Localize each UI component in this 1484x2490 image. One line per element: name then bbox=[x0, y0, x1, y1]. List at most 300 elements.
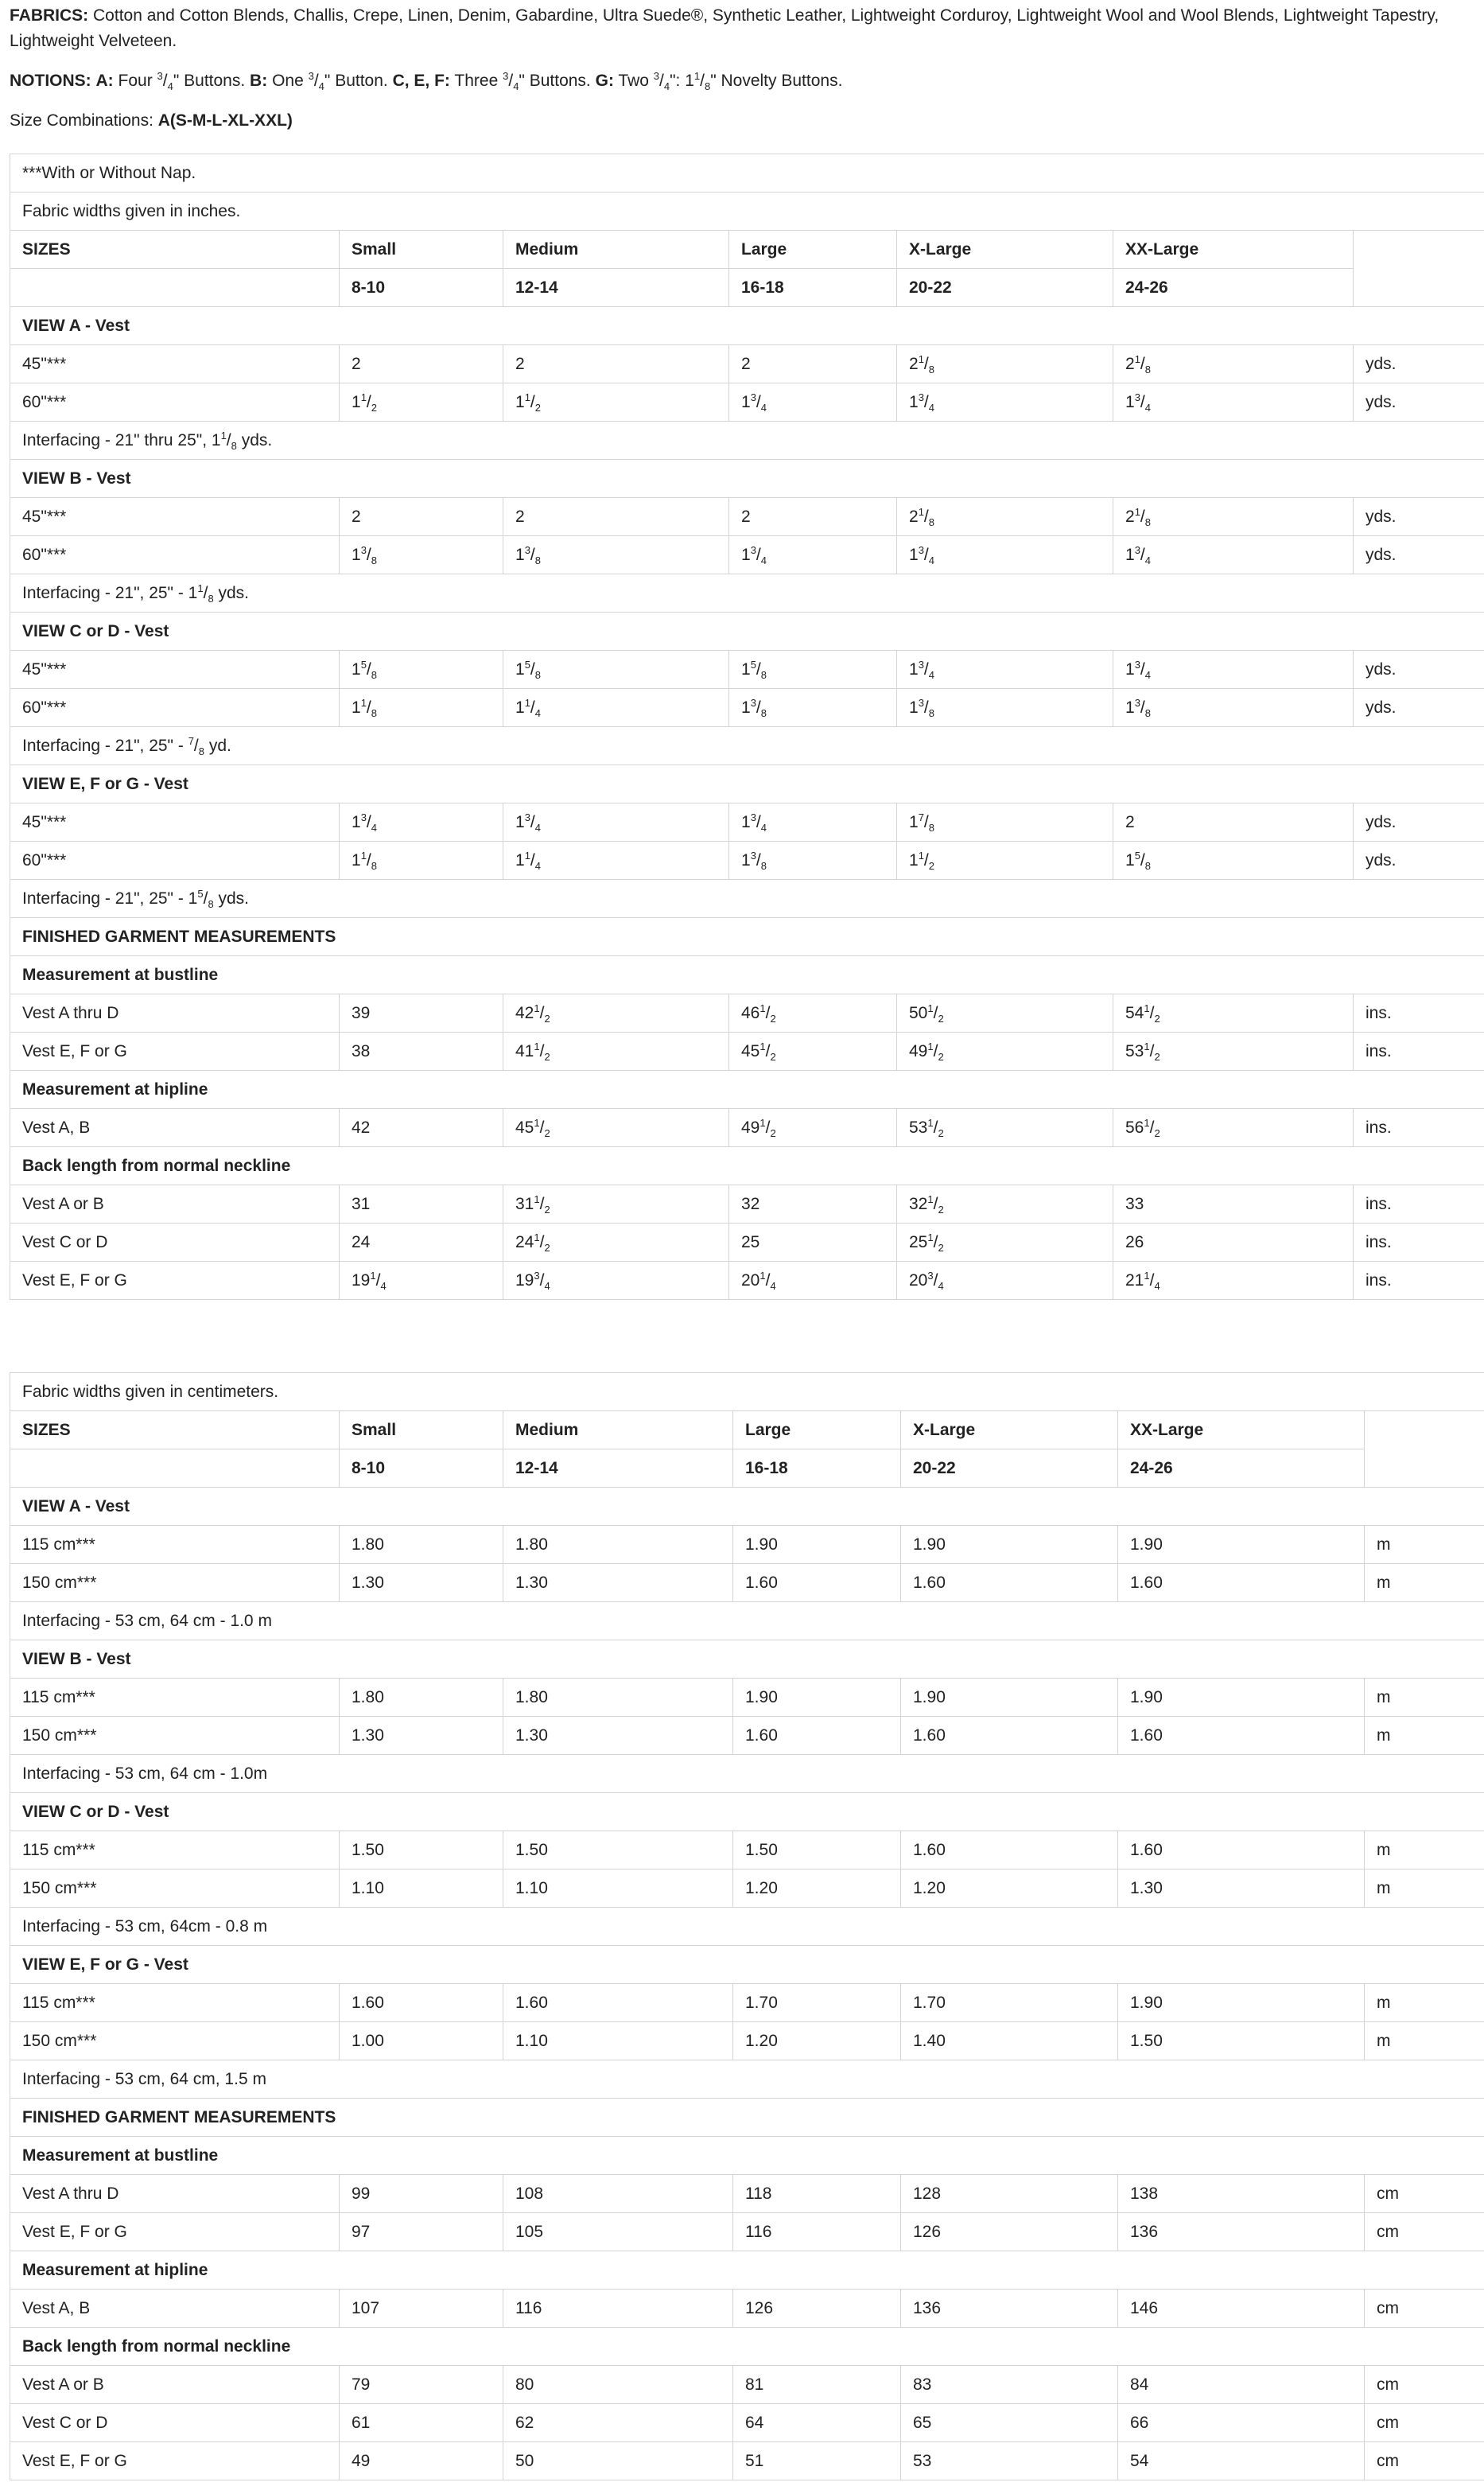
sizes-label: SIZES bbox=[10, 1411, 340, 1449]
section-title-row bbox=[10, 2328, 1484, 2366]
value-cell: $1^3/_4$ bbox=[897, 651, 1113, 689]
unit-cell: ins. bbox=[1354, 1224, 1484, 1262]
table-note: Fabric widths given in centimeters. bbox=[10, 1373, 1484, 1411]
unit-cell: m bbox=[1365, 1526, 1484, 1564]
value-cell: $49^1/_2$ bbox=[729, 1109, 897, 1147]
pattern-info bbox=[10, 3, 1474, 148]
value-cell: $50^1/_2$ bbox=[897, 994, 1113, 1033]
value-cell: $46^1/_2$ bbox=[729, 994, 897, 1033]
value-cell: $1^3/_4$ bbox=[503, 803, 729, 842]
size-range: 16-18 bbox=[729, 269, 897, 307]
table-row bbox=[10, 842, 1484, 880]
notions-label: NOTIONS: bbox=[10, 72, 91, 90]
value-cell: 1.90 bbox=[901, 1526, 1118, 1564]
row-label: Vest A thru D bbox=[10, 2175, 340, 2213]
value-cell: $2^1/_8$ bbox=[897, 498, 1113, 536]
interfacing-row bbox=[10, 422, 1484, 460]
section-title: Measurement at bustline bbox=[10, 2137, 1484, 2175]
unit-cell: cm bbox=[1365, 2213, 1484, 2251]
row-label: 150 cm*** bbox=[10, 2022, 340, 2060]
section-title: VIEW A - Vest bbox=[10, 1488, 1484, 1526]
size-combinations-line bbox=[10, 108, 1474, 134]
section-title-row bbox=[10, 2099, 1484, 2137]
notion-b: B: One $^3/_4$" Button. bbox=[250, 70, 388, 93]
value-cell: $1^1/_2$ bbox=[897, 842, 1113, 880]
value-cell: 1.10 bbox=[340, 1869, 503, 1908]
unit-cell: ins. bbox=[1354, 1033, 1484, 1071]
interfacing-note: Interfacing - 21", 25" - $1^5/_8$ yds. bbox=[10, 880, 1484, 918]
notions-line bbox=[10, 68, 1474, 94]
value-cell: $2^1/_8$ bbox=[1113, 498, 1354, 536]
size-range: 24-26 bbox=[1118, 1449, 1365, 1488]
size-name: Medium bbox=[503, 231, 729, 269]
unit-cell: m bbox=[1365, 1717, 1484, 1755]
value-cell: 2 bbox=[729, 498, 897, 536]
value-cell: 54 bbox=[1118, 2442, 1365, 2480]
value-cell: 1.60 bbox=[503, 1984, 733, 2022]
size-range-spacer bbox=[10, 269, 340, 307]
value-cell: 138 bbox=[1118, 2175, 1365, 2213]
interfacing-row bbox=[10, 2060, 1484, 2099]
value-cell: $1^3/_8$ bbox=[729, 842, 897, 880]
size-range-row bbox=[10, 1449, 1484, 1488]
section-title-row bbox=[10, 918, 1484, 956]
value-cell: 2 bbox=[503, 345, 729, 383]
table-note: Fabric widths given in inches. bbox=[10, 193, 1484, 231]
table-row bbox=[10, 2404, 1484, 2442]
interfacing-row bbox=[10, 880, 1484, 918]
value-cell: 1.70 bbox=[901, 1984, 1118, 2022]
interfacing-note: Interfacing - 53 cm, 64 cm, 1.5 m bbox=[10, 2060, 1484, 2099]
interfacing-row bbox=[10, 727, 1484, 765]
unit-cell: yds. bbox=[1354, 498, 1484, 536]
section-title-row bbox=[10, 613, 1484, 651]
value-cell: $49^1/_2$ bbox=[897, 1033, 1113, 1071]
value-cell: $1^3/_4$ bbox=[897, 536, 1113, 574]
value-cell: $19^3/_4$ bbox=[503, 1262, 729, 1300]
table-row bbox=[10, 498, 1484, 536]
unit-cell: m bbox=[1365, 1679, 1484, 1717]
table-row bbox=[10, 1526, 1484, 1564]
size-name: XX-Large bbox=[1113, 231, 1354, 269]
value-cell: 1.20 bbox=[733, 2022, 901, 2060]
value-cell: 84 bbox=[1118, 2366, 1365, 2404]
row-label: 115 cm*** bbox=[10, 1526, 340, 1564]
value-cell: 126 bbox=[733, 2290, 901, 2328]
value-cell: 1.60 bbox=[733, 1564, 901, 1602]
table-row bbox=[10, 2442, 1484, 2480]
value-cell: 1.60 bbox=[1118, 1831, 1365, 1869]
table-row bbox=[10, 1831, 1484, 1869]
interfacing-note: Interfacing - 21", 25" - $^7/_8$ yd. bbox=[10, 727, 1484, 765]
section-title-row bbox=[10, 765, 1484, 803]
table-row bbox=[10, 1679, 1484, 1717]
interfacing-row bbox=[10, 1602, 1484, 1640]
value-cell: $1^1/_2$ bbox=[503, 383, 729, 422]
unit-cell: yds. bbox=[1354, 689, 1484, 727]
value-cell: 79 bbox=[340, 2366, 503, 2404]
size-range: 24-26 bbox=[1113, 269, 1354, 307]
value-cell: 136 bbox=[901, 2290, 1118, 2328]
size-combinations-value: A(S-M-L-XL-XXL) bbox=[157, 111, 293, 130]
row-label: Vest E, F or G bbox=[10, 1262, 340, 1300]
row-label: 60"*** bbox=[10, 689, 340, 727]
size-combinations-label: Size Combinations: bbox=[10, 111, 153, 130]
yardage-table-inches bbox=[10, 154, 1484, 1300]
value-cell: $24^1/_2$ bbox=[503, 1224, 729, 1262]
section-title: FINISHED GARMENT MEASUREMENTS bbox=[10, 918, 1484, 956]
row-label: 60"*** bbox=[10, 842, 340, 880]
value-cell: 1.00 bbox=[340, 2022, 503, 2060]
section-title: Back length from normal neckline bbox=[10, 1147, 1484, 1185]
section-title-row bbox=[10, 1793, 1484, 1831]
value-cell: 108 bbox=[503, 2175, 733, 2213]
size-range: 8-10 bbox=[340, 269, 503, 307]
value-cell: $25^1/_2$ bbox=[897, 1224, 1113, 1262]
value-cell: 97 bbox=[340, 2213, 503, 2251]
section-title: Back length from normal neckline bbox=[10, 2328, 1484, 2366]
value-cell: 2 bbox=[503, 498, 729, 536]
value-cell: $45^1/_2$ bbox=[729, 1033, 897, 1071]
unit-cell: ins. bbox=[1354, 1262, 1484, 1300]
value-cell: 2 bbox=[1113, 803, 1354, 842]
table-row bbox=[10, 2290, 1484, 2328]
value-cell: 1.80 bbox=[340, 1526, 503, 1564]
table-note: ***With or Without Nap. bbox=[10, 154, 1484, 193]
value-cell: 51 bbox=[733, 2442, 901, 2480]
table-row bbox=[10, 2366, 1484, 2404]
value-cell: $1^3/_4$ bbox=[729, 383, 897, 422]
value-cell: 1.60 bbox=[901, 1831, 1118, 1869]
interfacing-note: Interfacing - 53 cm, 64 cm - 1.0 m bbox=[10, 1602, 1484, 1640]
section-title: VIEW A - Vest bbox=[10, 307, 1484, 345]
row-label: 45"*** bbox=[10, 498, 340, 536]
value-cell: 146 bbox=[1118, 2290, 1365, 2328]
value-cell: $1^1/_4$ bbox=[503, 689, 729, 727]
row-label: 115 cm*** bbox=[10, 1831, 340, 1869]
section-title-row bbox=[10, 307, 1484, 345]
unit-cell: m bbox=[1365, 2022, 1484, 2060]
table-row bbox=[10, 1224, 1484, 1262]
value-cell: 25 bbox=[729, 1224, 897, 1262]
table-row bbox=[10, 651, 1484, 689]
table-row bbox=[10, 1984, 1484, 2022]
value-cell: $2^1/_8$ bbox=[897, 345, 1113, 383]
section-title-row bbox=[10, 1640, 1484, 1679]
value-cell: $1^5/_8$ bbox=[340, 651, 503, 689]
value-cell: 1.30 bbox=[503, 1564, 733, 1602]
value-cell: $1^3/_4$ bbox=[897, 383, 1113, 422]
value-cell: 1.90 bbox=[733, 1526, 901, 1564]
section-title: Measurement at hipline bbox=[10, 1071, 1484, 1109]
value-cell: 1.60 bbox=[901, 1564, 1118, 1602]
row-label: Vest A, B bbox=[10, 2290, 340, 2328]
value-cell: 1.30 bbox=[503, 1717, 733, 1755]
size-range: 12-14 bbox=[503, 269, 729, 307]
value-cell: $1^3/_8$ bbox=[1113, 689, 1354, 727]
value-cell: $19^1/_4$ bbox=[340, 1262, 503, 1300]
interfacing-note: Interfacing - 21" thru 25", $1^1/_8$ yds. bbox=[10, 422, 1484, 460]
unit-cell: cm bbox=[1365, 2290, 1484, 2328]
section-title: VIEW E, F or G - Vest bbox=[10, 765, 1484, 803]
unit-cell: yds. bbox=[1354, 345, 1484, 383]
value-cell: $21^1/_4$ bbox=[1113, 1262, 1354, 1300]
size-range: 12-14 bbox=[503, 1449, 733, 1488]
note-row bbox=[10, 193, 1484, 231]
unit-cell: yds. bbox=[1354, 536, 1484, 574]
value-cell: 118 bbox=[733, 2175, 901, 2213]
value-cell: $1^3/_4$ bbox=[340, 803, 503, 842]
section-title-row bbox=[10, 2137, 1484, 2175]
value-cell: 126 bbox=[901, 2213, 1118, 2251]
value-cell: $1^5/_8$ bbox=[729, 651, 897, 689]
value-cell: 1.20 bbox=[901, 1869, 1118, 1908]
section-title-row bbox=[10, 1488, 1484, 1526]
table-row bbox=[10, 1869, 1484, 1908]
value-cell: 32 bbox=[729, 1185, 897, 1224]
value-cell: 1.90 bbox=[1118, 1526, 1365, 1564]
interfacing-row bbox=[10, 574, 1484, 613]
value-cell: $1^3/_8$ bbox=[897, 689, 1113, 727]
table-row bbox=[10, 994, 1484, 1033]
value-cell: 116 bbox=[503, 2290, 733, 2328]
row-label: 150 cm*** bbox=[10, 1564, 340, 1602]
size-range: 20-22 bbox=[897, 269, 1113, 307]
unit-cell: m bbox=[1365, 1984, 1484, 2022]
size-name: Large bbox=[733, 1411, 901, 1449]
value-cell: 2 bbox=[729, 345, 897, 383]
table-row bbox=[10, 1262, 1484, 1300]
unit-cell: ins. bbox=[1354, 994, 1484, 1033]
interfacing-note: Interfacing - 21", 25" - $1^1/_8$ yds. bbox=[10, 574, 1484, 613]
value-cell: 50 bbox=[503, 2442, 733, 2480]
size-range: 8-10 bbox=[340, 1449, 503, 1488]
row-label: 45"*** bbox=[10, 651, 340, 689]
notion-a: A: Four $^3/_4$" Buttons. bbox=[95, 70, 246, 93]
value-cell: 42 bbox=[340, 1109, 503, 1147]
value-cell: $42^1/_2$ bbox=[503, 994, 729, 1033]
unit-column-header bbox=[1354, 231, 1484, 307]
fabrics-text: Cotton and Cotton Blends, Challis, Crepe, Linen, Denim, Gabardine, Ultra Suede®, Synthetic Leather, Lightweight Corduroy, Lightweight Wool and Wool Blends, Lightweight Tapestry, Lightweight Velveteen. bbox=[10, 6, 1439, 50]
value-cell: $1^5/_8$ bbox=[1113, 842, 1354, 880]
size-range: 20-22 bbox=[901, 1449, 1118, 1488]
value-cell: $45^1/_2$ bbox=[503, 1109, 729, 1147]
row-label: 45"*** bbox=[10, 345, 340, 383]
value-cell: $1^3/_4$ bbox=[1113, 536, 1354, 574]
value-cell: 1.60 bbox=[901, 1717, 1118, 1755]
value-cell: 83 bbox=[901, 2366, 1118, 2404]
note-row bbox=[10, 1373, 1484, 1411]
value-cell: 1.70 bbox=[733, 1984, 901, 2022]
value-cell: 39 bbox=[340, 994, 503, 1033]
value-cell: 1.50 bbox=[1118, 2022, 1365, 2060]
value-cell: $1^3/_4$ bbox=[729, 803, 897, 842]
value-cell: 80 bbox=[503, 2366, 733, 2404]
section-title: Measurement at bustline bbox=[10, 956, 1484, 994]
value-cell: $31^1/_2$ bbox=[503, 1185, 729, 1224]
table-row bbox=[10, 1564, 1484, 1602]
sizes-label: SIZES bbox=[10, 231, 340, 269]
table-row bbox=[10, 2213, 1484, 2251]
row-label: Vest A, B bbox=[10, 1109, 340, 1147]
value-cell: 2 bbox=[340, 345, 503, 383]
interfacing-row bbox=[10, 1755, 1484, 1793]
value-cell: 1.60 bbox=[1118, 1564, 1365, 1602]
size-name: Small bbox=[340, 231, 503, 269]
value-cell: 1.90 bbox=[733, 1679, 901, 1717]
value-cell: 64 bbox=[733, 2404, 901, 2442]
value-cell: $1^1/_2$ bbox=[340, 383, 503, 422]
value-cell: 1.50 bbox=[340, 1831, 503, 1869]
value-cell: 26 bbox=[1113, 1224, 1354, 1262]
table-row bbox=[10, 345, 1484, 383]
value-cell: 1.80 bbox=[503, 1679, 733, 1717]
unit-cell: yds. bbox=[1354, 383, 1484, 422]
value-cell: $53^1/_2$ bbox=[897, 1109, 1113, 1147]
row-label: Vest E, F or G bbox=[10, 1033, 340, 1071]
unit-column-header bbox=[1365, 1411, 1484, 1488]
value-cell: 1.90 bbox=[1118, 1679, 1365, 1717]
table-row bbox=[10, 536, 1484, 574]
unit-cell: yds. bbox=[1354, 842, 1484, 880]
fabrics-line bbox=[10, 3, 1474, 54]
value-cell: 105 bbox=[503, 2213, 733, 2251]
value-cell: 49 bbox=[340, 2442, 503, 2480]
table-row bbox=[10, 1033, 1484, 1071]
value-cell: 65 bbox=[901, 2404, 1118, 2442]
unit-cell: yds. bbox=[1354, 803, 1484, 842]
interfacing-note: Interfacing - 53 cm, 64 cm - 1.0m bbox=[10, 1755, 1484, 1793]
unit-cell: m bbox=[1365, 1869, 1484, 1908]
row-label: 60"*** bbox=[10, 383, 340, 422]
table-row bbox=[10, 1109, 1484, 1147]
row-label: 60"*** bbox=[10, 536, 340, 574]
section-title: VIEW C or D - Vest bbox=[10, 1793, 1484, 1831]
unit-cell: yds. bbox=[1354, 651, 1484, 689]
row-label: 150 cm*** bbox=[10, 1717, 340, 1755]
table-row bbox=[10, 383, 1484, 422]
value-cell: $20^1/_4$ bbox=[729, 1262, 897, 1300]
value-cell: $1^3/_4$ bbox=[729, 536, 897, 574]
value-cell: 1.40 bbox=[901, 2022, 1118, 2060]
unit-cell: cm bbox=[1365, 2366, 1484, 2404]
section-title: FINISHED GARMENT MEASUREMENTS bbox=[10, 2099, 1484, 2137]
value-cell: $32^1/_2$ bbox=[897, 1185, 1113, 1224]
value-cell: 1.10 bbox=[503, 1869, 733, 1908]
value-cell: $56^1/_2$ bbox=[1113, 1109, 1354, 1147]
value-cell: 81 bbox=[733, 2366, 901, 2404]
value-cell: 1.10 bbox=[503, 2022, 733, 2060]
row-label: 45"*** bbox=[10, 803, 340, 842]
value-cell: 1.20 bbox=[733, 1869, 901, 1908]
yardage-table-centimeters bbox=[10, 1372, 1484, 2480]
value-cell: 1.30 bbox=[340, 1564, 503, 1602]
value-cell: 66 bbox=[1118, 2404, 1365, 2442]
fabrics-label: FABRICS: bbox=[10, 6, 89, 25]
section-title-row bbox=[10, 2251, 1484, 2290]
size-name: Small bbox=[340, 1411, 503, 1449]
value-cell: 33 bbox=[1113, 1185, 1354, 1224]
unit-cell: ins. bbox=[1354, 1185, 1484, 1224]
row-label: Vest A thru D bbox=[10, 994, 340, 1033]
value-cell: 1.50 bbox=[503, 1831, 733, 1869]
value-cell: 1.60 bbox=[1118, 1717, 1365, 1755]
size-range-row bbox=[10, 269, 1484, 307]
row-label: Vest A or B bbox=[10, 2366, 340, 2404]
row-label: 115 cm*** bbox=[10, 1679, 340, 1717]
value-cell: $1^5/_8$ bbox=[503, 651, 729, 689]
row-label: 115 cm*** bbox=[10, 1984, 340, 2022]
section-title: VIEW E, F or G - Vest bbox=[10, 1946, 1484, 1984]
table-row bbox=[10, 2175, 1484, 2213]
section-title-row bbox=[10, 1147, 1484, 1185]
value-cell: 116 bbox=[733, 2213, 901, 2251]
value-cell: $54^1/_2$ bbox=[1113, 994, 1354, 1033]
value-cell: $1^7/_8$ bbox=[897, 803, 1113, 842]
value-cell: 1.30 bbox=[340, 1717, 503, 1755]
unit-cell: cm bbox=[1365, 2442, 1484, 2480]
row-label: Vest E, F or G bbox=[10, 2213, 340, 2251]
unit-cell: m bbox=[1365, 1564, 1484, 1602]
notion-cef: C, E, F: Three $^3/_4$" Buttons. bbox=[392, 70, 591, 93]
note-row bbox=[10, 154, 1484, 193]
value-cell: 1.60 bbox=[733, 1717, 901, 1755]
section-title: VIEW C or D - Vest bbox=[10, 613, 1484, 651]
size-name: XX-Large bbox=[1118, 1411, 1365, 1449]
value-cell: $20^3/_4$ bbox=[897, 1262, 1113, 1300]
table-row bbox=[10, 1185, 1484, 1224]
value-cell: 1.30 bbox=[1118, 1869, 1365, 1908]
value-cell: $1^3/_8$ bbox=[503, 536, 729, 574]
value-cell: $1^1/_4$ bbox=[503, 842, 729, 880]
row-label: Vest C or D bbox=[10, 2404, 340, 2442]
row-label: Vest E, F or G bbox=[10, 2442, 340, 2480]
value-cell: 2 bbox=[340, 498, 503, 536]
value-cell: 38 bbox=[340, 1033, 503, 1071]
value-cell: 53 bbox=[901, 2442, 1118, 2480]
unit-cell: cm bbox=[1365, 2175, 1484, 2213]
value-cell: $1^1/_8$ bbox=[340, 689, 503, 727]
value-cell: $1^3/_4$ bbox=[1113, 651, 1354, 689]
unit-cell: ins. bbox=[1354, 1109, 1484, 1147]
value-cell: 107 bbox=[340, 2290, 503, 2328]
unit-cell: m bbox=[1365, 1831, 1484, 1869]
sizes-header-row bbox=[10, 231, 1484, 269]
value-cell: 128 bbox=[901, 2175, 1118, 2213]
row-label: 150 cm*** bbox=[10, 1869, 340, 1908]
value-cell: $1^3/_4$ bbox=[1113, 383, 1354, 422]
interfacing-note: Interfacing - 53 cm, 64cm - 0.8 m bbox=[10, 1908, 1484, 1946]
value-cell: 62 bbox=[503, 2404, 733, 2442]
value-cell: 61 bbox=[340, 2404, 503, 2442]
row-label: Vest C or D bbox=[10, 1224, 340, 1262]
notion-g: G: Two $^3/_4$": $1^1/_8$" Novelty Buttons. bbox=[595, 70, 843, 93]
interfacing-row bbox=[10, 1908, 1484, 1946]
value-cell: 136 bbox=[1118, 2213, 1365, 2251]
value-cell: 99 bbox=[340, 2175, 503, 2213]
size-name: X-Large bbox=[897, 231, 1113, 269]
size-name: Large bbox=[729, 231, 897, 269]
value-cell: $1^3/_8$ bbox=[729, 689, 897, 727]
value-cell: 1.50 bbox=[733, 1831, 901, 1869]
section-title: VIEW B - Vest bbox=[10, 460, 1484, 498]
section-title-row bbox=[10, 956, 1484, 994]
size-range: 16-18 bbox=[733, 1449, 901, 1488]
table-row bbox=[10, 1717, 1484, 1755]
section-title: Measurement at hipline bbox=[10, 2251, 1484, 2290]
value-cell: 1.90 bbox=[1118, 1984, 1365, 2022]
section-title-row bbox=[10, 460, 1484, 498]
